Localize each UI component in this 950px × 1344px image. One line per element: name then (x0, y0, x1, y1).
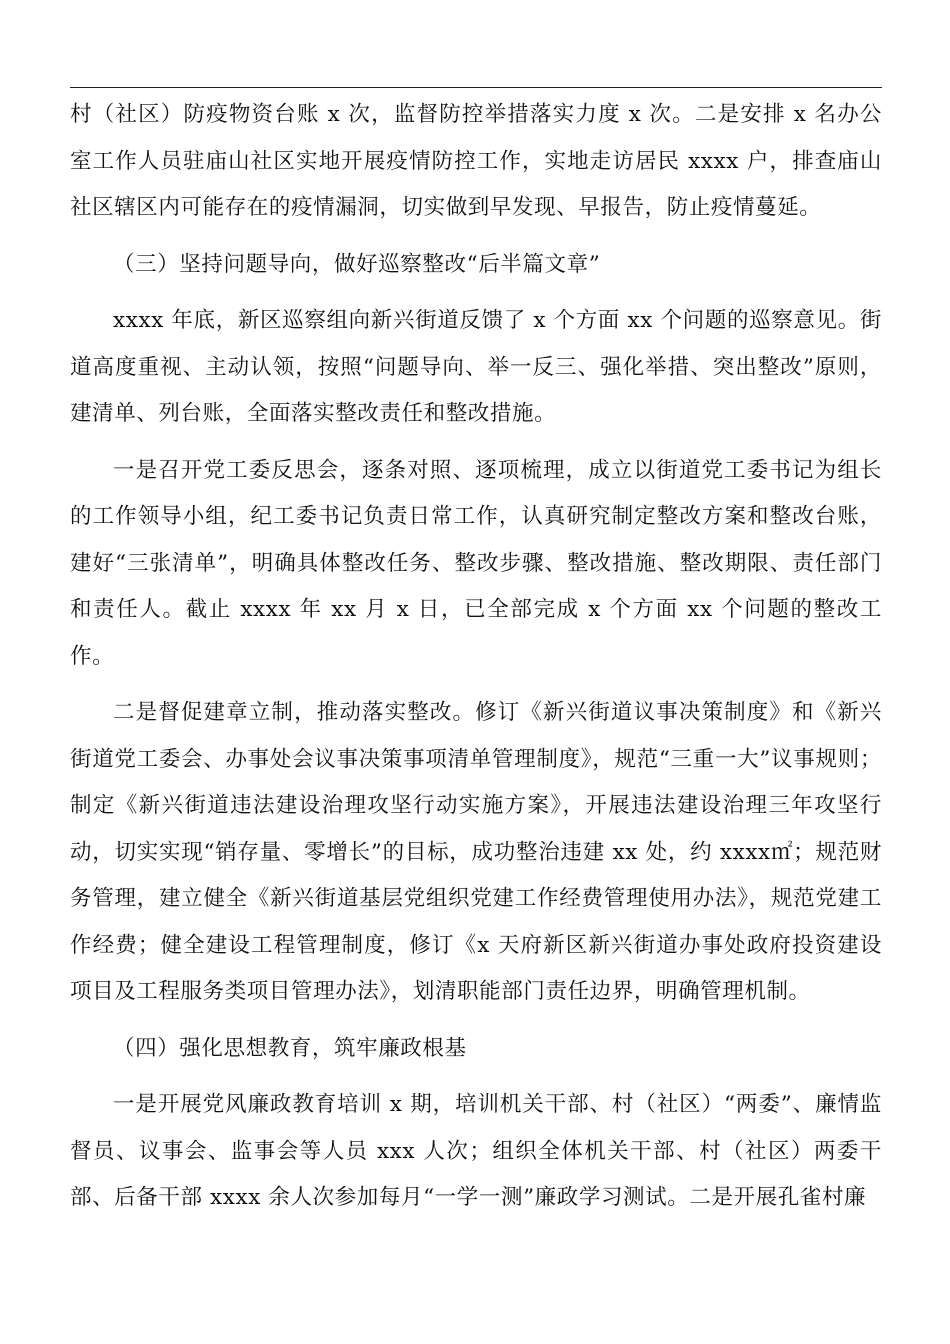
paragraph-inspection-feedback: xxxx 年底，新区巡察组向新兴街道反馈了 x 个方面 xx 个问题的巡察意见。街道高度重视、主动认领，按照“问题导向、举一反三、强化举措、突出整改”原则，建清单、列台账，全面落实整改责任和整改措施。 (70, 308, 882, 426)
section-heading-3: （三）坚持问题导向，做好巡察整改“后半篇文章” (113, 251, 601, 277)
document-page (70, 0, 882, 1344)
paragraph-continuation: 村（社区）防疫物资台账 x 次，监督防控举措落实力度 x 次。二是安排 x 名办公室工作人员驻庙山社区实地开展疫情防控工作，实地走访居民 xxxx 户，排查庙山社区辖区内可能存在的疫情漏洞，切实做到早发现、早报告，防止疫情蔓延。 (70, 102, 882, 220)
paragraph-rectification-meeting: 一是召开党工委反思会，逐条对照、逐项梳理，成立以街道党工委书记为组长的工作领导小组，纪工委书记负责日常工作，认真研究制定整改方案和整改台账，建好“三张清单”，明确具体整改任务、整改步骤、整改措施、整改期限、责任部门和责任人。截止 xxxx 年 xx 月 x 日，已全部完成 x 个方面 xx 个问题的整改工作。 (70, 457, 882, 669)
document-body (70, 92, 882, 1222)
paragraph-integrity-education: 一是开展党风廉政教育培训 x 期，培训机关干部、村（社区）“两委”、廉情监督员、议事会、监事会等人员 xxx 人次；组织全体机关干部、村（社区）两委干部、后备干部 xxxx 余人次参加每月“一学一测”廉政学习测试。二是开展孔雀村廉 (70, 1092, 882, 1210)
section-heading-4: （四）强化思想教育，筑牢廉政根基 (113, 1035, 467, 1061)
header-rule (70, 87, 882, 88)
paragraph-rules-building: 二是督促建章立制，推动落实整改。修订《新兴街道议事决策制度》和《新兴街道党工委会、办事处会议事决策事项清单管理制度》，规范“三重一大”议事规则；制定《新兴街道违法建设治理攻坚行动实施方案》，开展违法建设治理三年攻坚行动，切实实现“销存量、零增长”的目标，成功整治违建 xx 处，约 xxxx㎡；规范财务管理，建立健全《新兴街道基层党组织党建工作经费管理使用办法》，规范党建工作经费；健全建设工程管理制度，修订《x 天府新区新兴街道办事处政府投资建设项目及工程服务类项目管理办法》，划清职能部门责任边界，明确管理机制。 (70, 700, 882, 1004)
